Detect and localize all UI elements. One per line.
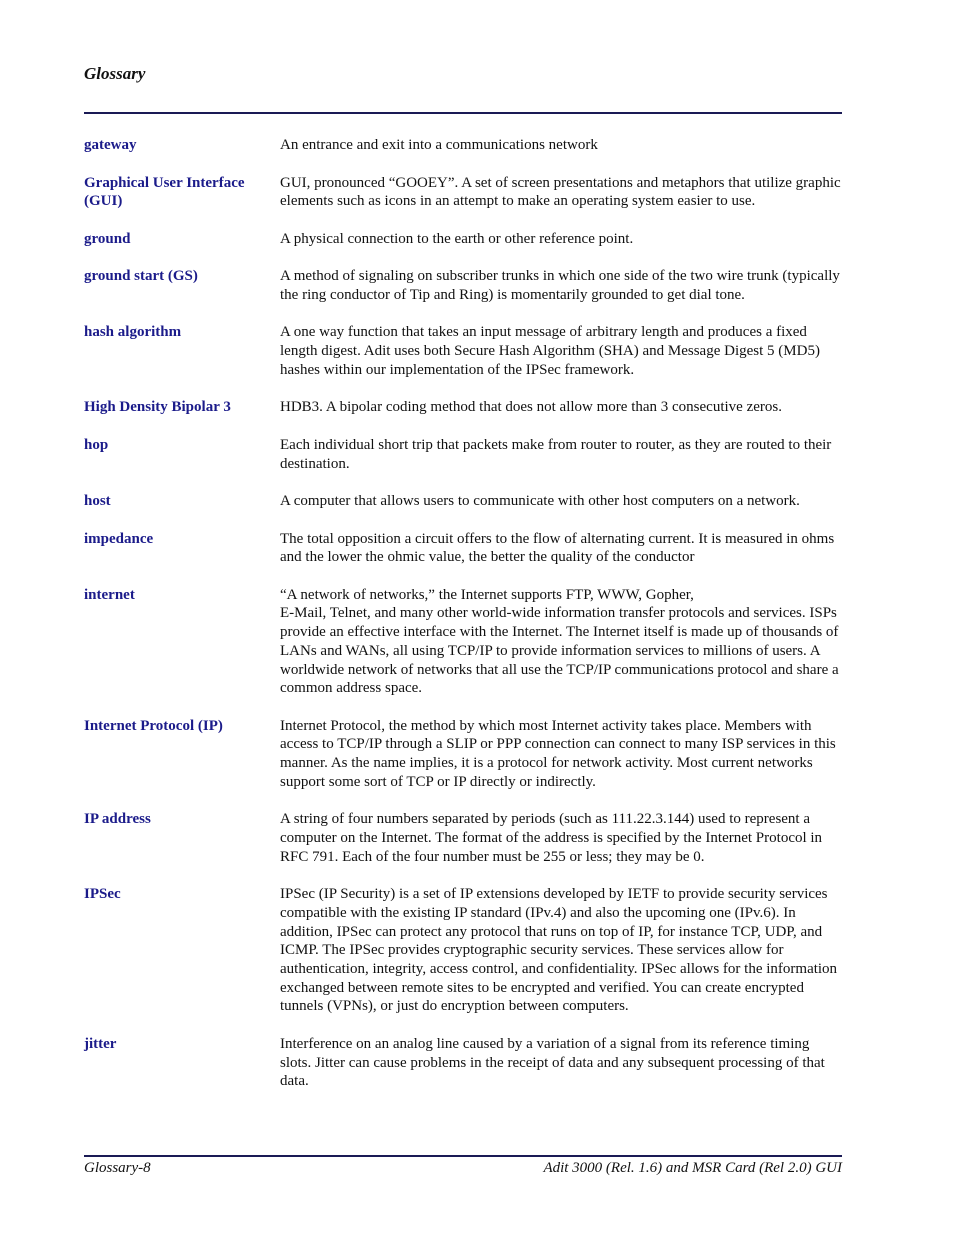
glossary-definition: “A network of networks,” the Internet supports FTP, WWW, Gopher, E-Mail, Telnet, and many other world-wide information transfer protocols and services. ISPs provide an effective interface with the Internet. The Internet itself is made up of thousands of LANs and WANs, all using TCP/IP to provide information services to millions of users. A worldwide network of networks that all use the TCP/IP communications protocol and share a common address space. <box>280 586 839 697</box>
document-title: Adit 3000 (Rel. 1.6) and MSR Card (Rel 2.0) GUI <box>543 1160 842 1176</box>
glossary-term: host <box>84 493 111 510</box>
glossary-entry <box>84 136 842 155</box>
glossary-term: ground start (GS) <box>84 268 198 285</box>
glossary-term: High Density Bipolar 3 <box>84 399 231 416</box>
glossary-entry <box>84 398 842 417</box>
glossary-definition: IPSec (IP Security) is a set of IP extensions developed by IETF to provide security services compatible with the existing IP standard (IPv.4) and also the upcoming one (IPv.6). In addition, IPSec can protect any protocol that runs on top of IP, for instance TCP, UDP, and ICMP. The IPSec provides cryptographic security services. These services allow for authentication, integrity, access control, and confidentiality. IPSec allows for the information exchanged between remote sites to be encrypted and verified. You can create encrypted tunnels (VPNs), or just do encryption between computers. <box>280 886 838 1015</box>
glossary-entry <box>84 323 842 379</box>
glossary-definition: Interference on an analog line caused by a variation of a signal from its reference timing slots. Jitter can cause problems in the receipt of data and any subsequent processing of that data. <box>280 1035 825 1090</box>
glossary-definition: GUI, pronounced “GOOEY”. A set of screen presentations and metaphors that utilize graphic elements such as icons in an attempt to make an operating system easier to use. <box>280 174 841 210</box>
footer-rule <box>84 1155 842 1157</box>
glossary-entry <box>84 1035 842 1091</box>
page-number: Glossary-8 <box>84 1160 151 1176</box>
glossary-definition: HDB3. A bipolar coding method that does not allow more than 3 consecutive zeros. <box>280 399 782 416</box>
glossary-entry <box>84 492 842 511</box>
glossary-term: IP address <box>84 811 151 828</box>
glossary-entry <box>84 530 842 567</box>
glossary-definition: An entrance and exit into a communications network <box>280 137 598 153</box>
glossary-entry <box>84 230 842 249</box>
glossary-entry <box>84 810 842 866</box>
glossary-term: Internet Protocol (IP) <box>84 717 223 734</box>
glossary-definition: A computer that allows users to communicate with other host computers on a network. <box>280 493 800 510</box>
glossary-entry <box>84 267 842 304</box>
glossary-term: Graphical User Interface (GUI) <box>84 174 245 210</box>
glossary-term: gateway <box>84 137 137 153</box>
glossary-term: IPSec <box>84 886 121 903</box>
glossary-term: hash algorithm <box>84 324 182 341</box>
glossary-definition: Internet Protocol, the method by which most Internet activity takes place. Members with access to TCP/IP through a SLIP or PPP connection can connect to many ISP services in this manner. As the name implies, it is a protocol for network activity. Most current networks support some sort of TCP or IP directly or indirectly. <box>280 717 836 790</box>
glossary-entry <box>84 885 842 1016</box>
glossary-entry <box>84 717 842 792</box>
glossary-entry <box>84 586 842 698</box>
header-rule <box>84 112 842 114</box>
glossary-entry <box>84 174 842 211</box>
glossary-term: internet <box>84 586 135 603</box>
glossary-definition: A string of four numbers separated by periods (such as 111.22.3.144) used to represent a computer on the Internet. The format of the address is specified by the Internet Protocol in RFC 791. Each of the four number must be 255 or less; they may be 0. <box>280 811 823 865</box>
glossary-term: impedance <box>84 530 154 547</box>
glossary-term: ground <box>84 230 131 247</box>
glossary-definition: A method of signaling on subscriber trunks in which one side of the two wire trunk (typically the ring conductor of Tip and Ring) is momentarily grounded to get dial tone. <box>280 268 840 303</box>
glossary-definition: A one way function that takes an input message of arbitrary length and produces a fixed length digest. Adit uses both Secure Hash Algorithm (SHA) and Message Digest 5 (MD5) hashes within our implementation of the IPSec framework. <box>280 324 820 378</box>
glossary-term: jitter <box>84 1035 117 1052</box>
glossary-term: hop <box>84 436 109 453</box>
glossary-definition: Each individual short trip that packets make from router to router, as they are routed to their destination. <box>280 436 832 472</box>
glossary-list <box>84 136 842 1110</box>
glossary-entry <box>84 436 842 473</box>
page-header-title: Glossary <box>84 64 146 83</box>
glossary-definition: The total opposition a circuit offers to the flow of alternating current. It is measured in ohms and the lower the ohmic value, the better the quality of the conductor <box>280 530 835 566</box>
glossary-definition: A physical connection to the earth or other reference point. <box>280 230 634 247</box>
